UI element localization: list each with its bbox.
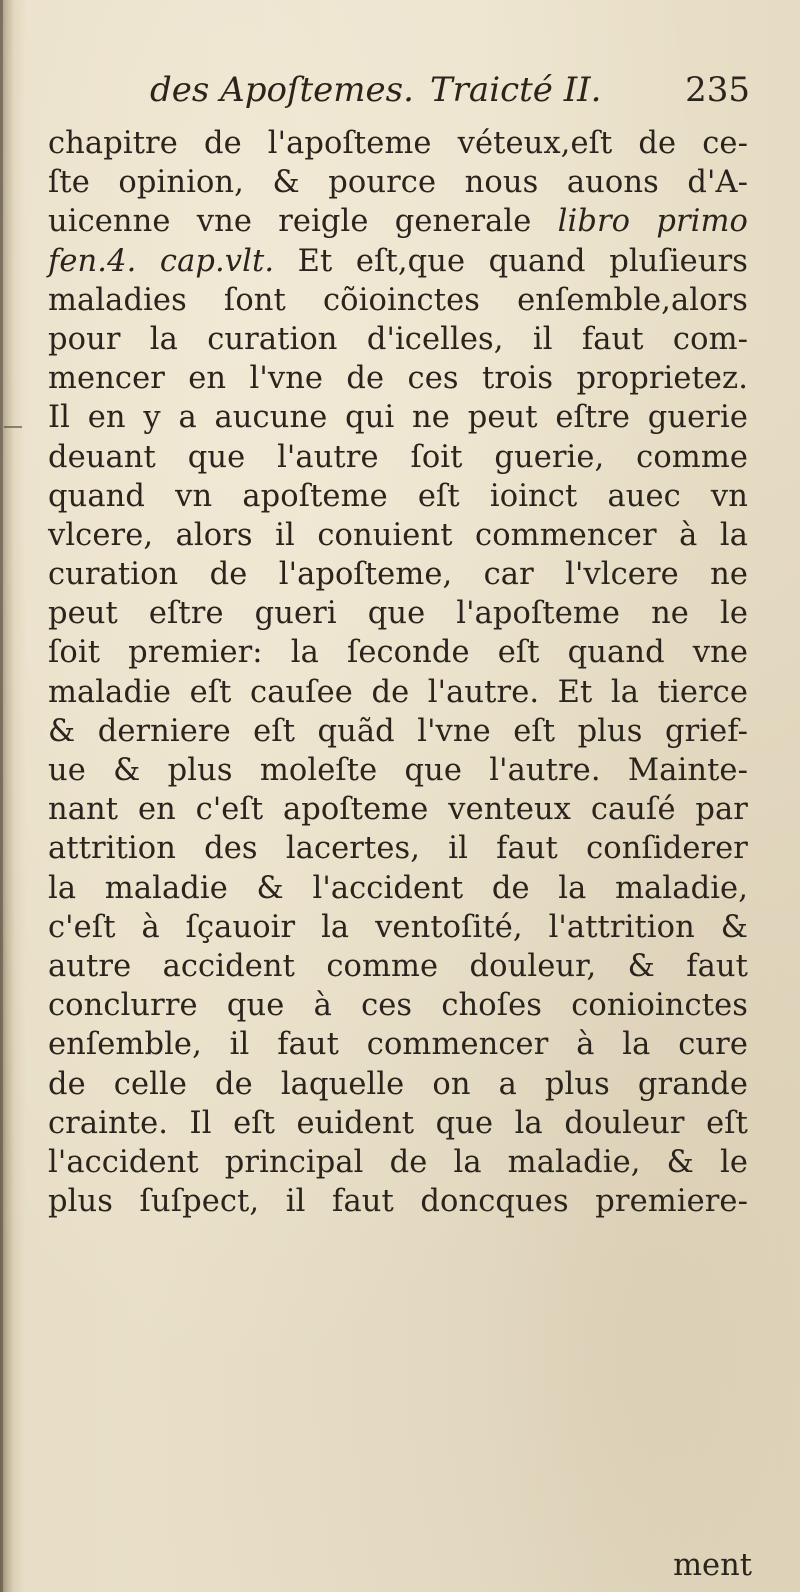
text-line-segment: mencer en l'vne de ces trois proprietez. [48, 361, 748, 397]
text-line-segment: Et eſt,que quand pluſieurs [274, 243, 748, 279]
running-head-title: des Apoſtemes. [150, 70, 414, 110]
text-line-segment: la maladie & l'accident de la maladie, [48, 870, 748, 906]
text-line [48, 124, 748, 163]
text-line-segment: Il en y a aucune qui ne peut eſtre guerie [48, 400, 748, 436]
text-line [48, 908, 748, 947]
text-line-segment: attrition des lacertes, il faut conſiderer [48, 831, 748, 867]
running-head [60, 70, 750, 120]
text-line-segment: enſemble, il faut commencer à la cure [48, 1027, 748, 1063]
text-line-segment: maladies ſont cõioinctes enſemble,alors [48, 282, 748, 318]
text-line-segment: uicenne vne reigle generale [48, 204, 558, 240]
text-line-segment: libro primo [557, 204, 749, 240]
margin-mark [4, 426, 22, 428]
text-line-segment: & derniere eſt quãd l'vne eſt plus grief- [48, 713, 748, 749]
text-line-segment: curation de l'apoſteme, car l'vlcere ne [48, 557, 748, 593]
text-line-segment: fen.4. cap.vlt. [48, 243, 275, 279]
text-line-segment: deuant que l'autre ſoit guerie, comme [48, 439, 748, 475]
text-line-segment: de celle de laquelle on a plus grande [48, 1066, 748, 1102]
text-line-segment: crainte. Il eſt euident que la douleur eſt [48, 1105, 748, 1141]
text-line-segment: peut eſtre gueri que l'apoſteme ne le [48, 596, 748, 632]
text-line [48, 516, 748, 555]
text-line [48, 633, 748, 672]
text-line [48, 398, 748, 437]
text-line-segment: c'eſt à ſçauoir la ventoſité, l'attrition & [48, 909, 748, 945]
text-line [48, 1143, 748, 1182]
text-line [48, 751, 748, 790]
text-line-segment: ſoit premier: la ſeconde eſt quand vne [48, 635, 748, 671]
text-line [48, 555, 748, 594]
page-number: 235 [685, 70, 750, 110]
text-line-segment: ſte opinion, & pource nous auons d'A- [48, 165, 748, 201]
text-line [48, 829, 748, 868]
text-line [48, 594, 748, 633]
text-line [48, 1065, 748, 1104]
text-line [48, 1025, 748, 1064]
page-gutter-edge [0, 0, 3, 1592]
body-text [48, 124, 748, 1221]
text-line [48, 869, 748, 908]
catchword: ment [673, 1548, 752, 1583]
text-line [48, 986, 748, 1025]
text-line [48, 477, 748, 516]
text-line [48, 438, 748, 477]
text-line [48, 790, 748, 829]
text-line-segment: maladie eſt cauſee de l'autre. Et la tierce [48, 674, 748, 710]
text-line [48, 320, 748, 359]
text-line [48, 202, 748, 241]
text-line [48, 712, 748, 751]
text-line-segment: nant en c'eſt apoſteme venteux cauſé par [48, 792, 748, 828]
text-line-segment: vlcere, alors il conuient commencer à la [48, 517, 748, 553]
text-line-segment: plus ſuſpect, il faut doncques premiere- [48, 1184, 748, 1220]
text-line-segment: autre accident comme douleur, & faut [48, 948, 748, 984]
text-line-segment: conclurre que à ces choſes conioinctes [48, 988, 748, 1024]
text-line-segment: quand vn apoſteme eſt ioinct auec vn [48, 478, 748, 514]
text-line [48, 1104, 748, 1143]
running-head-section: Traicté II. [430, 70, 602, 110]
text-line-segment: chapitre de l'apoſteme véteux,eſt de ce- [48, 126, 748, 161]
text-line-segment: pour la curation d'icelles, il faut com- [48, 321, 748, 357]
text-line-segment: ue & plus moleſte que l'autre. Mainte- [48, 753, 748, 788]
text-line [48, 163, 748, 202]
text-line [48, 281, 748, 320]
text-line [48, 673, 748, 712]
text-line [48, 242, 748, 281]
text-line-segment: l'accident principal de la maladie, & le [48, 1144, 748, 1180]
text-line [48, 947, 748, 986]
text-line [48, 1182, 748, 1221]
text-line [48, 359, 748, 398]
